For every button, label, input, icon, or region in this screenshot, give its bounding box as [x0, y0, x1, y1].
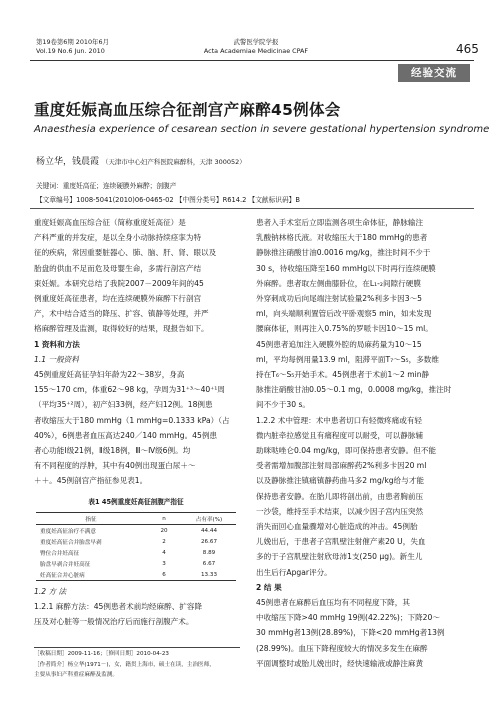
footnote-rule	[34, 647, 240, 648]
table-cell-rate: 6.67	[202, 560, 216, 567]
table-cell-indication: 妊高征合并心脏病	[36, 569, 146, 581]
text-line: 重度妊娠高血压综合征（简称重度妊高征）是	[34, 218, 186, 227]
text-line: 腰麻体征，则再注入0.75%的罗哌卡因10～15 ml。	[256, 324, 433, 334]
table-row	[36, 558, 236, 569]
text-line: 消失而回心血量骤增对心脏造成的冲击。45例胎	[256, 522, 418, 532]
text-line: 例重度妊高征患者，均在连续硬膜外麻醉下行剖宫	[34, 294, 202, 304]
keywords: 关键词：重度妊高征；连续硬膜外麻醉；剖腹产	[36, 182, 177, 190]
text-line: 一沙袋，维持至手术结束，以减少因子宫内压突然	[256, 506, 424, 516]
table-header-n: n	[146, 513, 182, 525]
footnote-dates: ［收稿日期］2009-11-16；［修回日期］2010-04-23	[34, 651, 169, 657]
left-column-methods	[34, 584, 240, 630]
footnote-author-bio: ［作者简介］杨立华(1971－)，女，籍贯上海市，硕士在读，主治医师，	[34, 662, 215, 668]
text-line: 中收缩压下降>40 mmHg 19例(42.22%)；下降20～	[256, 613, 440, 623]
author-names: 杨立华，钱晨霞	[36, 157, 100, 167]
authors	[36, 154, 246, 167]
issue-cn: 第19卷第6期 2010年6月	[36, 38, 109, 46]
text-line: 155～170 cm，体重62～98 kg，孕周为31⁺³～40⁺¹周	[34, 385, 225, 395]
journal-issue-left	[36, 38, 109, 56]
text-line: （平均35⁺²周），初产妇33例，经产妇12例。18例患	[34, 400, 213, 410]
text-line: 以及静脉推注镇痛镇静药曲马多2 mg/kg给与才能	[256, 476, 424, 486]
text-line: 45例患者在麻醉后血压均有不同程度下降，其	[256, 598, 410, 608]
issue-en: Vol.19 No.6 Jun. 2010	[36, 47, 105, 55]
text-line: 1 资料和方法	[34, 339, 80, 349]
text-line: 乳酸钠林格氏液。对收缩压大于180 mmHg的患者	[256, 233, 428, 243]
text-line: 多的于子宫肌壁注射欣母沛1支(250 μg)。新生儿	[256, 552, 423, 562]
meta-rule	[30, 208, 474, 209]
table-cell-rate: 26.67	[200, 538, 217, 545]
right-column	[256, 215, 470, 671]
text-line: 平面调整时或胎儿娩出时，经快速输液或静注麻黄	[256, 658, 424, 668]
journal-name-en: Acta Academiae Medicinae CPAF	[203, 47, 309, 55]
text-line: 1.1 一般资料	[34, 354, 79, 364]
text-line: 束妊娠。本研究总结了我院2007－2009年间的45	[34, 278, 204, 288]
text-line: 征的疾病，常因重要脏器心、肺、脑、肝、肾、眼以及	[34, 248, 217, 258]
text-line: 产科严重的并发症，是以全身小动脉持续痉挛为特	[34, 233, 202, 243]
table-cell-rate: 44.44	[200, 527, 217, 534]
table-caption: 表1 45例重度妊高征剖腹产指征	[88, 498, 184, 506]
table-cell-indication: 臀位合并妊高征	[40, 550, 80, 557]
footnote-author-bio-cont: 主要从事妇产科重症麻醉及监测。	[34, 672, 118, 678]
text-line: ml，向头端顺利置管后改平卧观察5 min，如未发现	[256, 309, 432, 319]
text-line: 产，术中结合适当的降压、扩容、镇静等处理，并严	[34, 309, 209, 319]
text-line: 助咪哒唑仑0.04 mg/kg，即可保持患者安静。但不能	[256, 446, 437, 456]
table-cell-n: 6	[146, 569, 182, 581]
text-line: 外麻醉。患者取左侧曲膝卧位，在L₁-₂间隙行硬膜	[256, 278, 421, 288]
text-line: 出生后行Apgar评分。	[256, 567, 332, 577]
table-row	[36, 569, 236, 581]
article-meta: 【文章编号】1008-5041(2010)06-0465-02 【中图分类号】R614.2 【文献标识码】B	[36, 196, 300, 204]
text-line: 外穿刺成功后向尾端注射试验量2%利多卡因3～5	[256, 294, 422, 304]
table-cell-n: 20	[160, 527, 168, 534]
text-line: ml，平均每例用量13.9 ml，阻滞平面T₇～S₅，多数维	[256, 354, 439, 364]
affiliation: （天津市中心妇产科医院麻醉科，天津 300052）	[101, 158, 246, 166]
text-line: 儿娩出后，于患者子宫肌壁注射催产素20 U，失血	[256, 537, 426, 547]
text-line: 微内脏牵拉感觉且有痛程度可以耐受，可以静脉辅	[256, 430, 424, 440]
table-cell-n: 4	[162, 549, 166, 556]
text-line: 2 结 果	[256, 582, 282, 592]
table-cell-indication: 重度妊高征治疗不满意	[40, 528, 96, 535]
text-line: 压及对心脏等一般情况治疗后而施行剖腹产术。	[34, 617, 194, 627]
text-line: 40%），6例患者血压高达240／140 mmHg。45例患	[34, 430, 218, 440]
page-number: 465	[456, 42, 479, 56]
text-line: 1.2 方 法	[34, 587, 67, 596]
text-line: 45例重度妊高征孕妇年龄为22～38岁，身高	[34, 370, 185, 380]
text-line: 者收缩压大于180 mmHg（1 mmHg=0.1333 kPa）（占	[34, 415, 230, 425]
journal-name	[196, 38, 316, 56]
text-line: 受者需增加腹部注射局部麻醉药2%利多卡因20 ml	[256, 461, 427, 471]
text-line: 1.2.1 麻醉方法：45例患者术前均经麻醉、扩容降	[34, 602, 203, 612]
text-line: 胎盘的供血不足而危及母婴生命，多需行剖宫产结	[34, 263, 202, 273]
header-rule	[30, 60, 474, 61]
table-row	[36, 536, 236, 547]
text-line: 保持患者安静。在胎儿即将剖出前，由患者胸前压	[256, 491, 424, 501]
text-line: 有不同程度的浮肿，其中有40例出现蛋白尿＋～	[34, 461, 196, 471]
table-cell-rate: 13.33	[182, 569, 236, 581]
article-title-en: Anaesthesia experience of cesarean section in severe gestational hypertension syndrome	[34, 124, 490, 135]
text-line: 持在T₆～S₅开始手术。45例患者于术前1～2 min静	[256, 370, 430, 380]
table-row	[36, 525, 236, 537]
table-cell-indication: 胎盘早剥合并妊高征	[40, 561, 91, 568]
section-label: 经验交流	[398, 64, 470, 82]
text-line: 30 mmHg者13例(28.89%)，下降<20 mmHg者13例	[256, 628, 445, 638]
journal-name-cn: 武警医学院学报	[233, 38, 279, 46]
left-column	[34, 215, 240, 489]
text-line: ＋＋。45例剖宫产指征参见表1。	[34, 476, 148, 486]
article-title-cn: 重度妊娠高血压综合征剖宫产麻醉45例体会	[34, 101, 341, 119]
table-header-rate: 占有率(%)	[182, 513, 236, 525]
indications-table	[36, 512, 236, 581]
text-line: 格麻醉管理及监测，取得较好的结果，现报告如下。	[34, 324, 209, 334]
table-row	[36, 547, 236, 558]
table-cell-n: 2	[162, 538, 166, 545]
table-header-indication: 指征	[36, 513, 146, 525]
text-line: 者心功能Ⅰ级21例，Ⅱ级18例，Ⅲ～Ⅳ级6例。均	[34, 446, 191, 456]
table-cell-rate: 8.89	[202, 549, 216, 556]
text-line: 45例患者追加注入硬膜外腔的局麻药量为10～15	[256, 339, 422, 349]
text-line: 30 s，待收缩压降至160 mmHg以下时再行连续硬膜	[256, 263, 436, 273]
table-cell-indication: 重度妊高征合并胎盘早剥	[40, 539, 102, 546]
text-line: 静脉推注硝酸甘油0.0016 mg/kg，推注时间不少于	[256, 248, 431, 258]
table-cell-n: 3	[162, 560, 166, 567]
text-line: (28.99%)。血压下降程度较大的情况多发生在麻醉	[256, 643, 428, 653]
text-line: 脉推注硝酸甘油0.05～0.1 mg，0.0008 mg/kg，推注时	[256, 385, 452, 395]
text-line: 1.2.2 术中管理：术中患者切口有轻微疼痛或有轻	[256, 415, 423, 425]
text-line: 间不少于30 s。	[256, 400, 311, 410]
text-line: 患者入手术室后立即监测各项生命体征，静脉输注	[256, 218, 424, 227]
